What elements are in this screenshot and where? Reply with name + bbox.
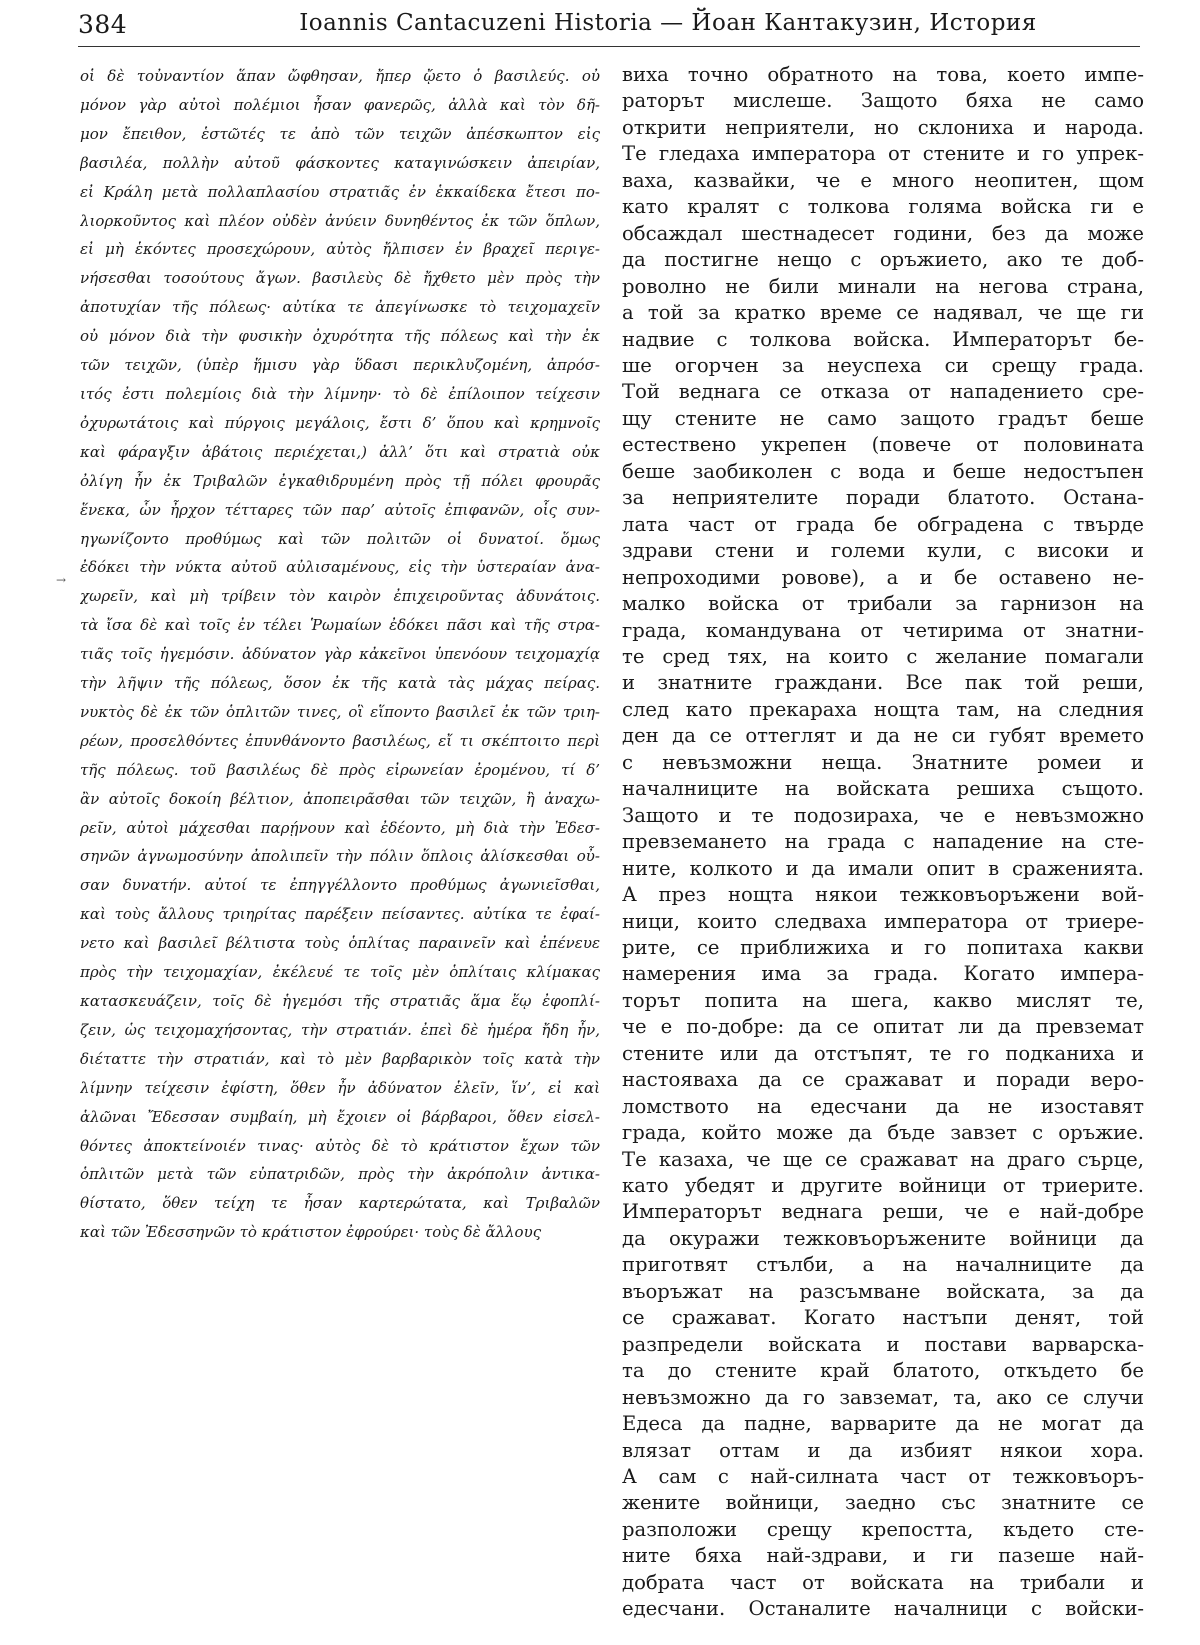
bulgarian-text-line: ните бяха най-здрави, и ги пазеше най-: [622, 1544, 1144, 1568]
bulgarian-text-line: превземането на града с нападение на сте-: [622, 830, 1144, 854]
bulgarian-text-line: настояваха да се сражават и поради веро-: [622, 1068, 1144, 1092]
greek-text-line: εἰ μὴ ἑκόντες προσεχώρουν, αὐτὸς ἤλπισεν ἐν βραχεῖ περιγε-: [80, 240, 600, 259]
greek-text-line: λίμνην τείχεσιν ἐφίστη, ὅθεν ἦν ἀδύνατον ἑλεῖν, ἵν’, εἰ καὶ: [80, 1078, 600, 1097]
bulgarian-text-line: А сам с най-силната част от тежковъоръ-: [622, 1465, 1144, 1489]
greek-text-line: ιτός ἐστι πολεμίοις διὰ τὴν λίμνην· τὸ δὲ ἐπίλοιπον τείχεσιν: [80, 384, 600, 403]
greek-text-line: καὶ τοὺς ἄλλους τριηρίτας παρέξειν πείσαντες. αὐτίκα τε ἐφαί-: [80, 905, 600, 924]
bulgarian-text-line: разпредели войската и постави варварска-: [622, 1332, 1144, 1356]
bulgarian-text-line: града, който може да бъде завзет с оръжие.: [622, 1121, 1144, 1145]
bulgarian-text-line: непроходими ровове), а и бе оставено не-: [622, 565, 1144, 589]
bulgarian-text-line: надвие с толкова войска. Императорът бе-: [622, 327, 1144, 351]
running-title: Ioannis Cantacuzeni Historia — Йоан Кантакузин, История: [299, 10, 1037, 36]
bulgarian-text-line: началниците на войската решиха същото.: [622, 777, 1144, 801]
bulgarian-text-line: като убедят и другите войници от триерите.: [622, 1174, 1144, 1198]
greek-text-line: ὀχυρωτάτοις καὶ πύργοις μεγάλοις, ἔστι δ’ ὅπου καὶ κρημνοῖς: [80, 413, 600, 432]
bulgarian-text-line: да окуражи тежковъоръжените войници да: [622, 1226, 1144, 1250]
greek-text-line: οἱ δὲ τοὐναντίον ἅπαν ὤφθησαν, ἤπερ ᾤετο ὁ βασιλεύς. οὐ: [80, 67, 600, 85]
greek-text-column: [80, 62, 600, 1247]
bulgarian-text-line: влязат оттам и да избият някои хора.: [622, 1438, 1144, 1462]
greek-text-line: μόνον γὰρ αὐτοὶ πολέμιοι ἦσαν φανερῶς, ἀλλὰ καὶ τὸν δῆ-: [80, 95, 600, 114]
bulgarian-text-line: ваха, казвайки, че е много неопитен, щом: [622, 168, 1144, 192]
bulgarian-text-line: малко войска от трибали за гарнизон на: [622, 592, 1144, 616]
page-number: 384: [78, 10, 128, 39]
greek-text-line: οὐ μόνον διὰ τὴν φυσικὴν ὀχυρότητα τῆς πόλεως καὶ τὴν ἐκ: [80, 327, 600, 346]
bulgarian-text-line: въоръжат на разсъмване войската, за да: [622, 1279, 1144, 1303]
bulgarian-text-line: намерения има за града. Когато импера-: [622, 962, 1144, 986]
bulgarian-text-line: като кралят с толкова голяма войска ги е: [622, 195, 1144, 219]
bulgarian-text-line: стените или да отстъпят, те го подканиха и: [622, 1041, 1144, 1065]
greek-text-line: ἁλῶναι Ἔδεσσαν συμβαίη, μὴ ἔχοιεν οἱ βάρβαροι, ὅθεν εἰσελ-: [80, 1107, 600, 1126]
bulgarian-text-line: щу стените не само защото градът беше: [622, 406, 1144, 430]
bulgarian-text-line: ните, колкото и да имали опит в сраженията.: [622, 856, 1144, 880]
greek-text-line: ὀλίγη ἦν ἐκ Τριβαλῶν ἐγκαθιδρυμένη πρὸς τῇ πόλει φρουρᾶς: [80, 471, 600, 490]
bulgarian-text-line: невъзможно да го завземат, та, ако се случи: [622, 1385, 1144, 1409]
bulgarian-text-line: Едеса да падне, варварите да не могат да: [622, 1412, 1144, 1436]
greek-text-line: καὶ τῶν Ἐδεσσηνῶν τὸ κράτιστον ἐφρούρει· τοὺς δὲ ἄλλους: [80, 1223, 542, 1242]
bulgarian-text-line: торът попита на шега, какво мислят те,: [622, 988, 1144, 1012]
greek-text-line: ἕνεκα, ὧν ἦρχον τέτταρες τῶν παρ’ αὐτοῖς ἐπιφανῶν, οἷς συν-: [80, 500, 600, 519]
bulgarian-text-line: обсаждал шестнадесет години, без да може: [622, 221, 1144, 245]
greek-text-line: νυκτὸς δὲ ἐκ τῶν ὁπλιτῶν τινες, οἳ εἵποντο βασιλεῖ ἐκ τῶν τριη-: [80, 702, 600, 721]
greek-text-line: τῶν τειχῶν, (ὑπὲρ ἥμισυ γὰρ ὕδασι περικλυζομένη, ἀπρόσ-: [80, 356, 600, 375]
greek-text-line: θόντες ἀποκτείνοιέν τινας· αὐτὸς δὲ τὸ κράτιστον ἔχων τῶν: [80, 1136, 600, 1155]
greek-text-line: μον ἔπειθον, ἑστῶτές τε ἀπὸ τῶν τειχῶν ἀπέσκωπτον εἰς: [80, 124, 600, 143]
bulgarian-text-line: с невъзможни неща. Знатните ромеи и: [622, 750, 1144, 774]
bulgarian-text-line: здрави стени и големи кули, с високи и: [622, 539, 1144, 563]
greek-text-line: διέταττε τὴν στρατιάν, καὶ τὸ μὲν βαρβαρικὸν τοῖς κατὰ τὴν: [80, 1049, 600, 1068]
greek-text-line: θίστατο, ὅθεν τείχη τε ἦσαν καρτερώτατα, καὶ Τριβαλῶν: [80, 1194, 600, 1213]
bulgarian-text-line: Той веднага се отказа от нападението сре-: [622, 380, 1144, 404]
bulgarian-text-line: рите, се приближиха и го попитаха какви: [622, 935, 1144, 959]
bulgarian-text-line: ше огорчен за неуспеха си срещу града.: [622, 353, 1144, 377]
greek-text-line: ὁπλιτῶν μετὰ τῶν εὐπατριδῶν, πρὸς τὴν ἀκρόπολιν ἀντικα-: [80, 1165, 600, 1184]
greek-text-line: σαν δυνατήν. αὐτοί τε ἐπηγγέλλοντο προθύμως ἀγωνιεῖσθαι,: [80, 876, 600, 895]
greek-text-line: ἀποτυχίαν τῆς πόλεως· αὐτίκα τε ἀπεγίνωσκε τὸ τειχομαχεῖν: [80, 298, 600, 317]
greek-text-line: λιορκοῦντος καὶ πλέον οὐδὲν ἀνύειν δυνηθέντος ἐκ τῶν ὅπλων,: [80, 211, 600, 230]
greek-text-line: ρεῖν, αὐτοὶ μάχεσθαι παρῄνουν καὶ ἐδέοντο, μὴ διὰ τὴν Ἐδεσ-: [80, 818, 600, 837]
bulgarian-text-line: едесчани. Останалите началници с войски-: [622, 1597, 1144, 1621]
greek-text-line: ζειν, ὡς τειχομαχήσοντας, τὴν στρατιάν. ἐπεὶ δὲ ἡμέρα ἤδη ἦν,: [80, 1020, 600, 1039]
greek-text-line: καὶ φάραγξιν ἀβάτοις περιέχεται,) ἀλλ’ ὅτι καὶ στρατιὰ οὐκ: [80, 442, 600, 461]
bulgarian-text-line: открити неприятели, но склониха и народа.: [622, 115, 1144, 139]
bulgarian-text-line: Те гледаха императора от стените и го упрек-: [622, 142, 1144, 166]
greek-text-line: ρέων, προσελθόντες ἐπυνθάνοντο βασιλέως, εἴ τι σκέπτοιτο περὶ: [80, 731, 600, 750]
bulgarian-text-line: ници, които следваха императора от триере-: [622, 909, 1144, 933]
bulgarian-text-line: ломството на едесчани да не изоставят: [622, 1094, 1144, 1118]
greek-text-line: κατασκευάζειν, τοῖς δὲ ἡγεμόσι τῆς στρατιᾶς ἅμα ἕῳ ἐφοπλί-: [80, 992, 600, 1010]
bulgarian-text-line: Те казаха, че ще се сражават на драго сърце,: [622, 1147, 1144, 1171]
bulgarian-text-line: да постигне нещо с оръжието, ако те доб-: [622, 248, 1144, 272]
greek-text-line: ἐδόκει τὴν νύκτα αὐτοῦ αὐλισαμένους, εἰς τὴν ὑστεραίαν ἀνα-: [80, 558, 600, 577]
bulgarian-text-line: беше заобиколен с вода и беше недостъпен: [622, 459, 1144, 483]
greek-text-line: τὰ ἴσα δὲ καὶ τοῖς ἐν τέλει Ῥωμαίων ἐδόκει πᾶσι καὶ τῆς στρα-: [80, 616, 600, 635]
page-header: [78, 6, 1138, 46]
bulgarian-text-line: приготвят стълби, а на началниците да: [622, 1253, 1144, 1277]
bulgarian-text-line: естествено укрепен (повече от половината: [622, 433, 1144, 457]
bulgarian-text-line: А през нощта някои тежковъоръжени вой-: [622, 883, 1144, 907]
greek-text-line: πρὸς τὴν τειχομαχίαν, ἐκέλευέ τε τοῖς μὲν ὁπλίταις κλίμακας: [80, 963, 600, 982]
bulgarian-text-line: че е по-добре: да се опитат ли да превземат: [622, 1015, 1144, 1039]
bulgarian-text-line: виха точно обратното на това, което импе-: [622, 63, 1144, 86]
greek-text-line: βασιλέα, πολλὴν αὐτοῦ φάσκοντες καταγινώσκειν ἀπειρίαν,: [80, 153, 600, 172]
bulgarian-text-line: за неприятелите поради блатото. Остана-: [622, 486, 1144, 510]
header-rule: [78, 46, 1140, 47]
bulgarian-text-column: [622, 62, 1144, 1623]
greek-text-line: τῆς πόλεως. τοῦ βασιλέως δὲ πρὸς εἰρωνείαν ἐρομένου, τί δ’: [80, 760, 600, 779]
greek-text-line: νήσεσθαι τοσούτους ἄγων. βασιλεὺς δὲ ἤχθετο μὲν πρὸς τὴν: [80, 269, 600, 288]
bulgarian-text-line: Императорът веднага реши, че е най-добре: [622, 1200, 1144, 1224]
bulgarian-text-line: след като прекараха нощта там, на следния: [622, 697, 1144, 721]
bulgarian-text-line: Защото и те подозираха, че е невъзможно: [622, 803, 1144, 827]
margin-mark: →: [56, 573, 67, 587]
bulgarian-text-line: града, командувана от четирима от знатни-: [622, 618, 1144, 642]
greek-text-line: τιᾶς τοῖς ἡγεμόσιν. ἀδύνατον γὰρ κἀκεῖνοι ὑπενόουν τειχομαχίᾳ: [80, 645, 600, 664]
bulgarian-text-line: лата част от града бе обградена с твърде: [622, 512, 1144, 536]
bulgarian-text-line: те сред тях, на които с желание помагали: [622, 644, 1144, 668]
bulgarian-text-line: ден да се оттеглят и да не си губят времето: [622, 724, 1144, 748]
bulgarian-text-line: жените войници, заедно със знатните се: [622, 1491, 1144, 1515]
bulgarian-text-line: а той за кратко време се надявал, че ще ги: [622, 301, 1144, 325]
bulgarian-text-line: и знатните граждани. Все пак той реши,: [622, 671, 1144, 695]
bulgarian-text-line: разположи срещу крепостта, където сте-: [622, 1517, 1144, 1541]
greek-text-line: τὴν λῆψιν τῆς πόλεως, ὅσον ἐκ τῆς κατὰ τὰς μάχας πείρας.: [80, 674, 600, 693]
greek-text-line: σηνῶν ἀγνωμοσύνην ἀπολιπεῖν τὴν πόλιν ὅπλοις ἁλίσκεσθαι οὖ-: [80, 847, 600, 866]
bulgarian-text-line: се сражават. Когато настъпи денят, той: [622, 1306, 1144, 1330]
bulgarian-text-line: добрата част от войската на трибали и: [622, 1570, 1144, 1594]
greek-text-line: χωρεῖν, καὶ μὴ τρίβειν τὸν καιρὸν ἐπιχειροῦντας ἀδυνάτοις.: [80, 587, 600, 606]
greek-text-line: ἂν αὐτοῖς δοκοίη βέλτιον, ἀποπειρᾶσθαι τῶν τειχῶν, ἢ ἀναχω-: [80, 789, 600, 808]
bulgarian-text-line: та до стените край блатото, откъдето бе: [622, 1359, 1144, 1383]
bulgarian-text-line: раторът мислеше. Защото бяха не само: [622, 89, 1144, 113]
bulgarian-text-line: роволно не били минали на негова страна,: [622, 274, 1144, 298]
greek-text-line: νετο καὶ βασιλεῖ βέλτιστα τοὺς ὁπλίτας παραινεῖν καὶ ἐπένευε: [80, 934, 600, 953]
greek-text-line: ηγωνίζοντο προθύμως καὶ τῶν πολιτῶν οἱ δυνατοί. ὅμως: [80, 529, 600, 548]
greek-text-line: εἰ Κράλη μετὰ πολλαπλασίου στρατιᾶς ἐν ἑκκαίδεκα ἔτεσι πο-: [80, 182, 600, 201]
